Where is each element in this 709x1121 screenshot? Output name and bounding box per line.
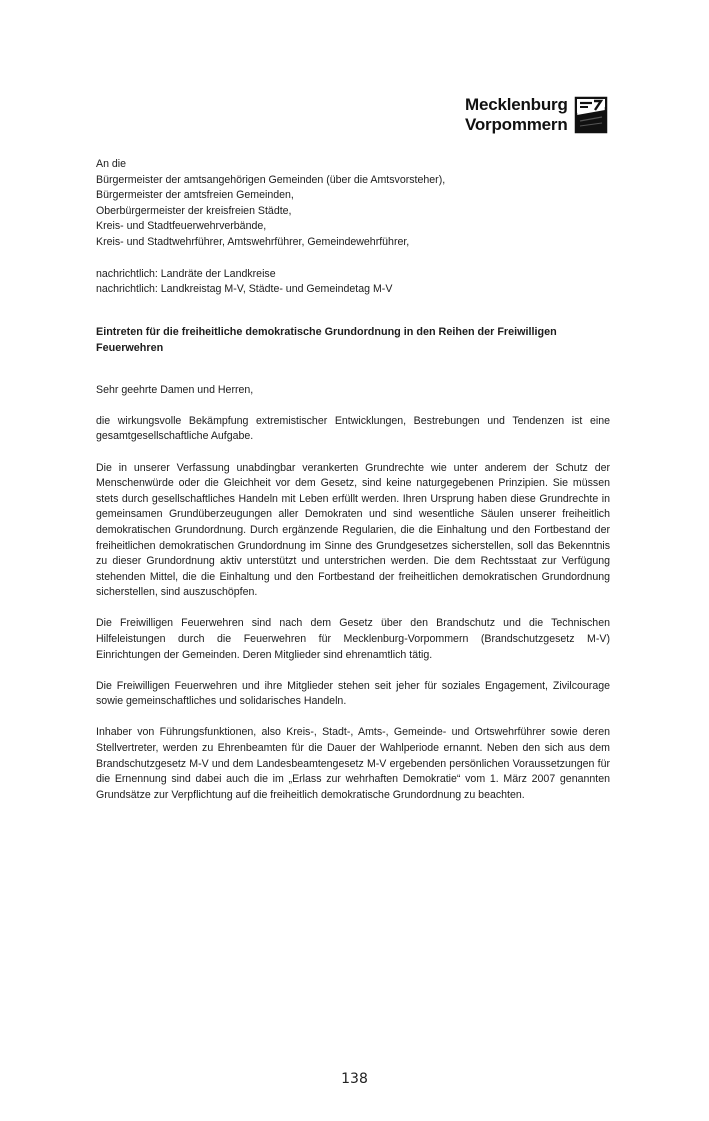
recipient-line: Oberbürgermeister der kreisfreien Städte,	[96, 204, 292, 217]
letter-body	[96, 157, 610, 819]
cc-line: nachrichtlich: Landräte der Landkreise	[96, 267, 276, 280]
cc-list	[96, 267, 610, 298]
recipient-line: Bürgermeister der amtsangehörigen Gemeinden (über die Amtsvorsteher),	[96, 173, 446, 186]
logo-line-2: Vorpommern	[465, 115, 568, 134]
body-paragraph: Die Freiwilligen Feuerwehren und ihre Mitglieder stehen seit jeher für soziales Engagement, Zivilcourage sowie gemeinschaftliches und solidarisches Handeln.	[96, 679, 610, 708]
logo-wordmark	[465, 95, 568, 135]
recipient-line: Kreis- und Stadtwehrführer, Amtswehrführer, Gemeindewehrführer,	[96, 235, 410, 248]
body-paragraph: die wirkungsvolle Bekämpfung extremistischer Entwicklungen, Bestrebungen und Tendenzen ist eine gesamtgesellschaftliche Aufgabe.	[96, 414, 610, 443]
body-paragraph: Inhaber von Führungsfunktionen, also Kreis-, Stadt-, Amts-, Gemeinde- und Ortswehrführer sowie deren Stellvertreter, werden zu Ehrenbeamten für die Dauer der Wahlperiode ernannt. Neben den sich aus dem Brandschutzgesetz M-V und dem Landesbeamtengesetz M-V ergebenden persönlichen Voraussetzungen für die Ernennung sind dabei auch die im „Erlass zur wehrhaften Demokratie“ vom 1. März 2007 genannten Grundsätze zur Verpflichtung auf die freiheitlich demokratische Grundordnung zu beachten.	[96, 726, 610, 801]
salutation: Sehr geehrte Damen und Herren,	[96, 383, 254, 396]
state-logo	[465, 95, 608, 135]
recipient-list	[96, 157, 610, 251]
recipient-line: Kreis- und Stadtfeuerwehrverbände,	[96, 220, 267, 233]
body-paragraph: Die Freiwilligen Feuerwehren sind nach dem Gesetz über den Brandschutz und die Technischen Hilfeleistungen durch die Feuerwehren für Mecklenburg-Vorpommern (Brandschutzgesetz M-V) Einrichtungen der Gemeinden. Deren Mitglieder sind ehrenamtlich tätig.	[96, 617, 610, 661]
recipient-line: An die	[96, 158, 127, 170]
page-number: 138	[341, 1071, 368, 1087]
body-paragraph: Die in unserer Verfassung unabdingbar verankerten Grundrechte wie unter anderem der Schutz der Menschenwürde oder die Gleichheit vor dem Gesetz, sind keine naturgegebenen Prinzipien. Sie müssen stets durch gesellschaftliches Handeln mit Leben erfüllt werden. Ihren Ursprung haben diese Grundrechte in gemeinsamen Grundüberzeugungen aller Demokraten und sind wesentliche Säulen unserer freiheitlich demokratischen Grundordnung. Durch ergänzende Regularien, die die Einhaltung und den Fortbestand der freiheitlichen demokratischen Grundordnung im Sinne des Grundgesetzes sicherstellen, soll das Bekenntnis zu dieser Grundordnung aktiv unterstützt und unterstrichen werden. Die dem Rechtsstaat zur Verfügung stehenden Mittel, die die Einhaltung und den Fortbestand der freiheitlichen demokratischen Grundordnung sicherstellen, sind auszuschöpfen.	[96, 461, 610, 599]
state-flag-emblem-icon	[574, 95, 608, 135]
letter-subject: Eintreten für die freiheitliche demokratische Grundordnung in den Reihen der Freiwilligen Feuerwehren	[96, 325, 557, 354]
logo-line-1: Mecklenburg	[465, 95, 568, 114]
cc-line: nachrichtlich: Landkreistag M-V, Städte- und Gemeindetag M-V	[96, 283, 393, 296]
recipient-line: Bürgermeister der amtsfreien Gemeinden,	[96, 189, 294, 202]
